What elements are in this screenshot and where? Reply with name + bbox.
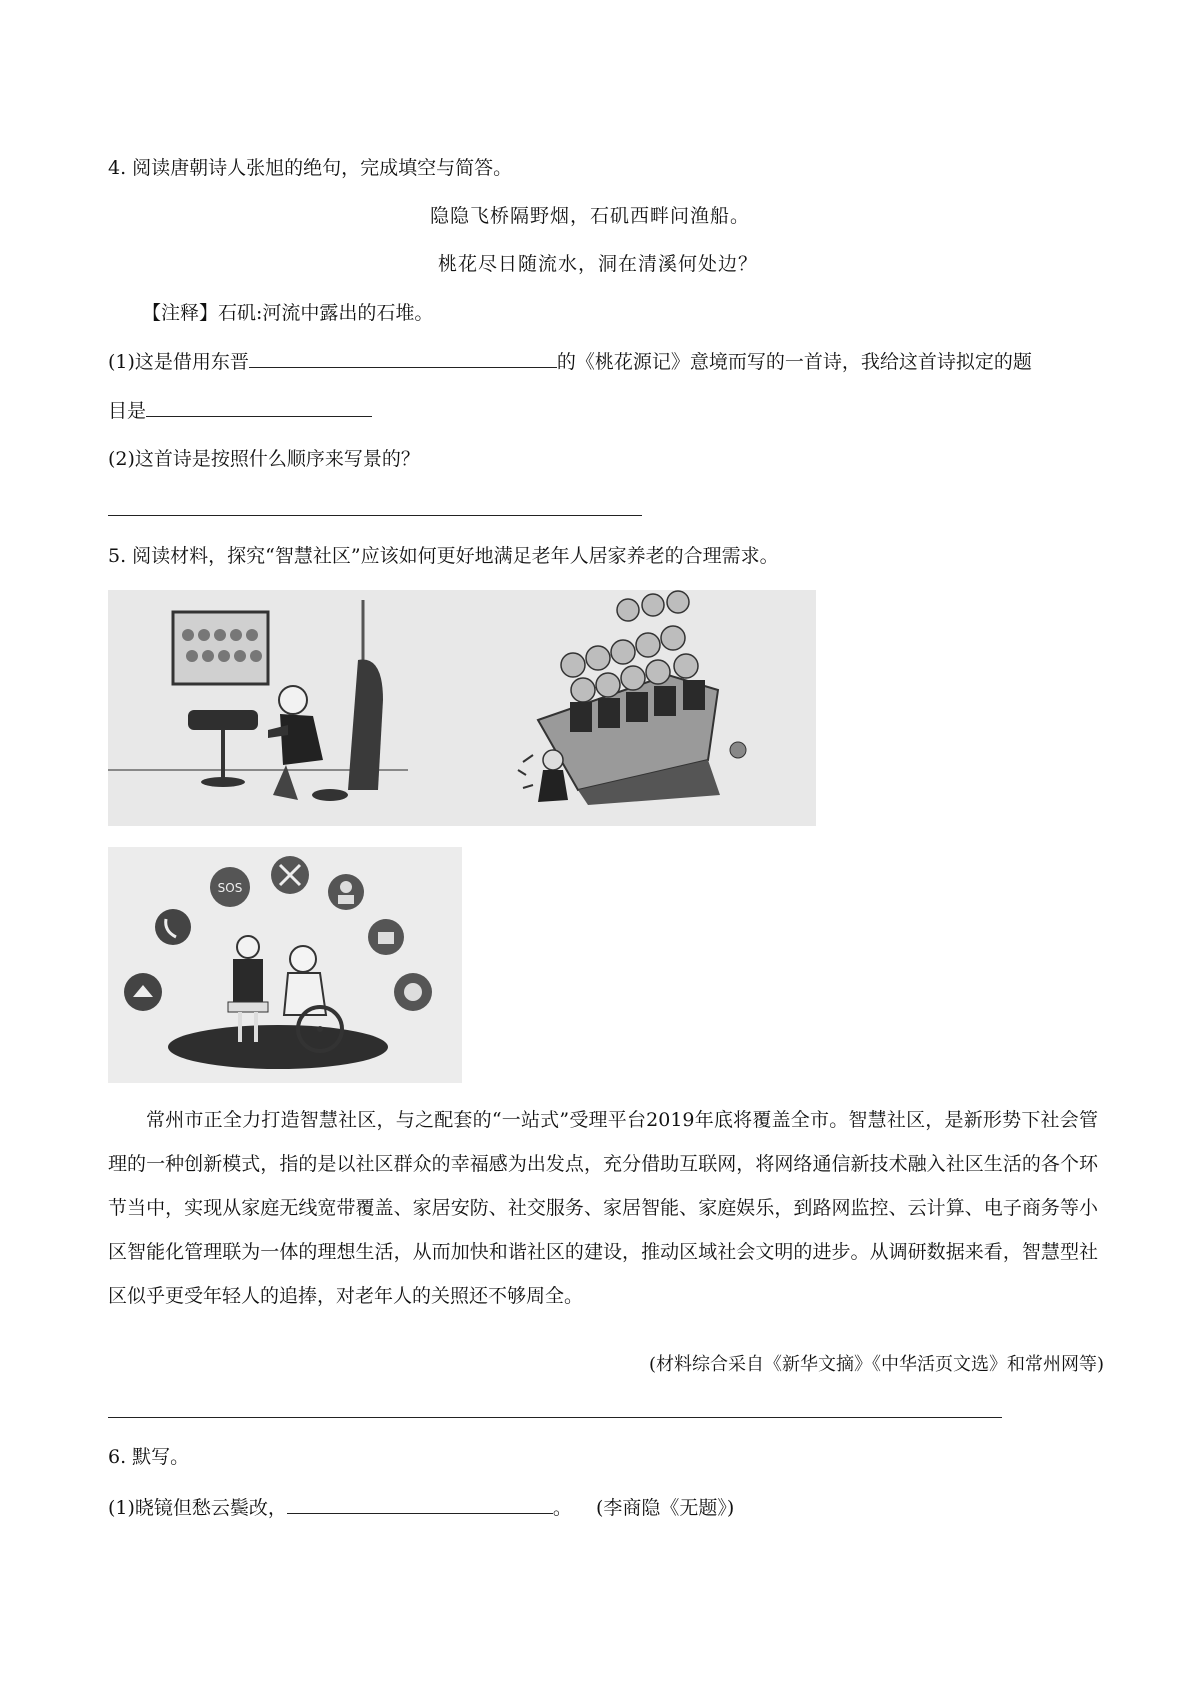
cartoon-strip-top [108,590,816,826]
service-icon-food [394,973,432,1011]
q6-sub1-text: (1)晓镜但愁云鬓改， [108,1497,287,1519]
answer-line-smart-community[interactable] [108,1417,1002,1418]
service-icon-doctor [328,874,364,910]
q5-material-paragraph: 常州市正全力打造智慧社区，与之配套的“一站式”受理平台2019年底将覆盖全市。智慧社区，是新形势下社会管理的一种创新模式，指的是以社区群众的幸福感为出发点，充分借助互联网，将网络通信新技术融入社区生活的各个环节当中，实现从家庭无线宽带覆盖、家居安防、社交服务、家居智能、家庭娱乐，到路网监控、云计算、电子商务等小区智能化管理联为一体的理想生活，从而加快和谐社区的建设，推动区域社会文明的进步。从调研数据来看，智慧型社区似乎更受年轻人的追捧，对老年人的关照还不够周全。 [108,1109,1098,1307]
service-icon-tools [271,856,309,894]
q6-sub1 [108,1495,734,1521]
cartoon-smart-services [108,847,462,1083]
answer-blank-poem-line[interactable] [287,1495,553,1514]
answer-line-order[interactable] [108,515,642,516]
q4-sub1-text-b: 的《桃花源记》意境而写的一首诗，我给这首诗拟定的题 [556,351,1032,373]
q4-sub2: (2)这首诗是按照什么顺序来写景的？ [108,448,420,470]
q4-sub1-text-a: (1)这是借用东晋 [108,351,249,373]
service-icon-phone [155,909,191,945]
q4-stem: 4. 阅读唐朝诗人张旭的绝句，完成填空与简答。 [108,157,513,179]
q6-sub1-end: 。 [552,1497,572,1519]
answer-blank-title[interactable] [146,398,372,417]
q4-note: 【注释】石矶:河流中露出的石堆。 [142,302,434,324]
q5-material-source: (材料综合采自《新华文摘》《中华活页文选》和常州网等) [648,1354,1104,1375]
service-icon-sos [210,867,250,907]
service-icon-bag [368,919,404,955]
q5-stem: 5. 阅读材料，探究“智慧社区”应该如何更好地满足老年人居家养老的合理需求。 [108,545,779,567]
service-icon-home [124,973,162,1011]
q4-sub1-line2 [108,398,372,424]
answer-blank-author[interactable] [249,349,557,368]
poem-line-2: 桃花尽日随流水，洞在清溪何处边？ [438,253,759,275]
q4-sub1-text-c: 目是 [108,400,147,422]
sos-text: SOS [217,881,243,895]
q6-sub1-source: (李商隐《无题》) [595,1497,735,1519]
poem-line-1: 隐隐飞桥隔野烟，石矶西畔问渔船。 [430,205,751,227]
q6-stem: 6. 默写。 [108,1446,190,1468]
q4-sub1-line1 [108,349,1032,375]
